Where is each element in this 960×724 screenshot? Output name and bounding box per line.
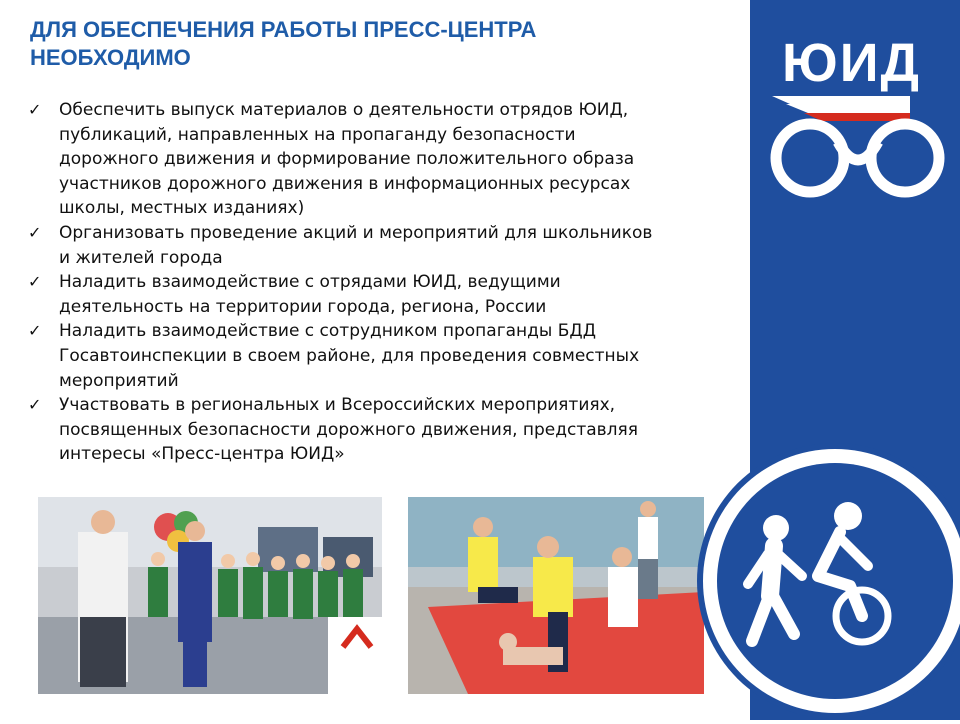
list-item (28, 221, 718, 270)
bicycle-wheels-icon (760, 90, 955, 204)
list-item-line: Наладить взаимодействие с сотрудником пропаганды БДД (59, 321, 596, 342)
checkmark-icon: ✓ (28, 395, 42, 415)
list-item (28, 98, 718, 221)
list-item (28, 319, 718, 393)
pedestrian-and-cyclist-sign-icon (690, 436, 960, 724)
list-item (28, 393, 718, 467)
checkmark-icon: ✓ (28, 321, 42, 341)
first-aid-training-photo (408, 497, 704, 694)
requirements-list (28, 98, 718, 467)
list-item-line: публикаций, направленных на пропаганду безопасности (59, 124, 576, 145)
checkmark-icon: ✓ (28, 272, 42, 292)
list-item-line: Участвовать в региональных и Всероссийских мероприятиях, (59, 395, 616, 416)
list-item-line: школы, местных изданиях) (59, 198, 305, 219)
list-item-line: дорожного движения и формирование положительного образа (59, 149, 635, 170)
page-title-line: НЕОБХОДИМО (30, 45, 191, 70)
checkmark-icon: ✓ (28, 100, 42, 119)
list-item-line: деятельность на территории города, региона, России (59, 296, 547, 317)
list-item-line: мероприятий (59, 370, 179, 391)
list-item-line: Организовать проведение акций и мероприятий для школьников (59, 222, 653, 243)
list-item-line: участников дорожного движения в информационных ресурсах (59, 173, 631, 194)
list-item-line: Наладить взаимодействие с отрядами ЮИД, ведущими (59, 272, 561, 293)
list-item (28, 270, 718, 319)
list-item-line: Госавтоинспекции в своем районе, для проведения совместных (59, 345, 640, 366)
page-title (30, 16, 730, 72)
list-item-line: Обеспечить выпуск материалов о деятельности отрядов ЮИД, (59, 100, 629, 120)
list-item-line: интересы «Пресс-центра ЮИД» (59, 444, 345, 465)
checkmark-icon: ✓ (28, 222, 42, 242)
logo: ЮИД (782, 33, 921, 93)
page-title-line: ДЛЯ ОБЕСПЕЧЕНИЯ РАБОТЫ ПРЕСС-ЦЕНТРА (30, 17, 537, 42)
press-conference-photo (38, 497, 382, 694)
list-item-line: и жителей города (59, 247, 223, 268)
list-item-line: посвященных безопасности дорожного движения, представляя (59, 419, 639, 440)
